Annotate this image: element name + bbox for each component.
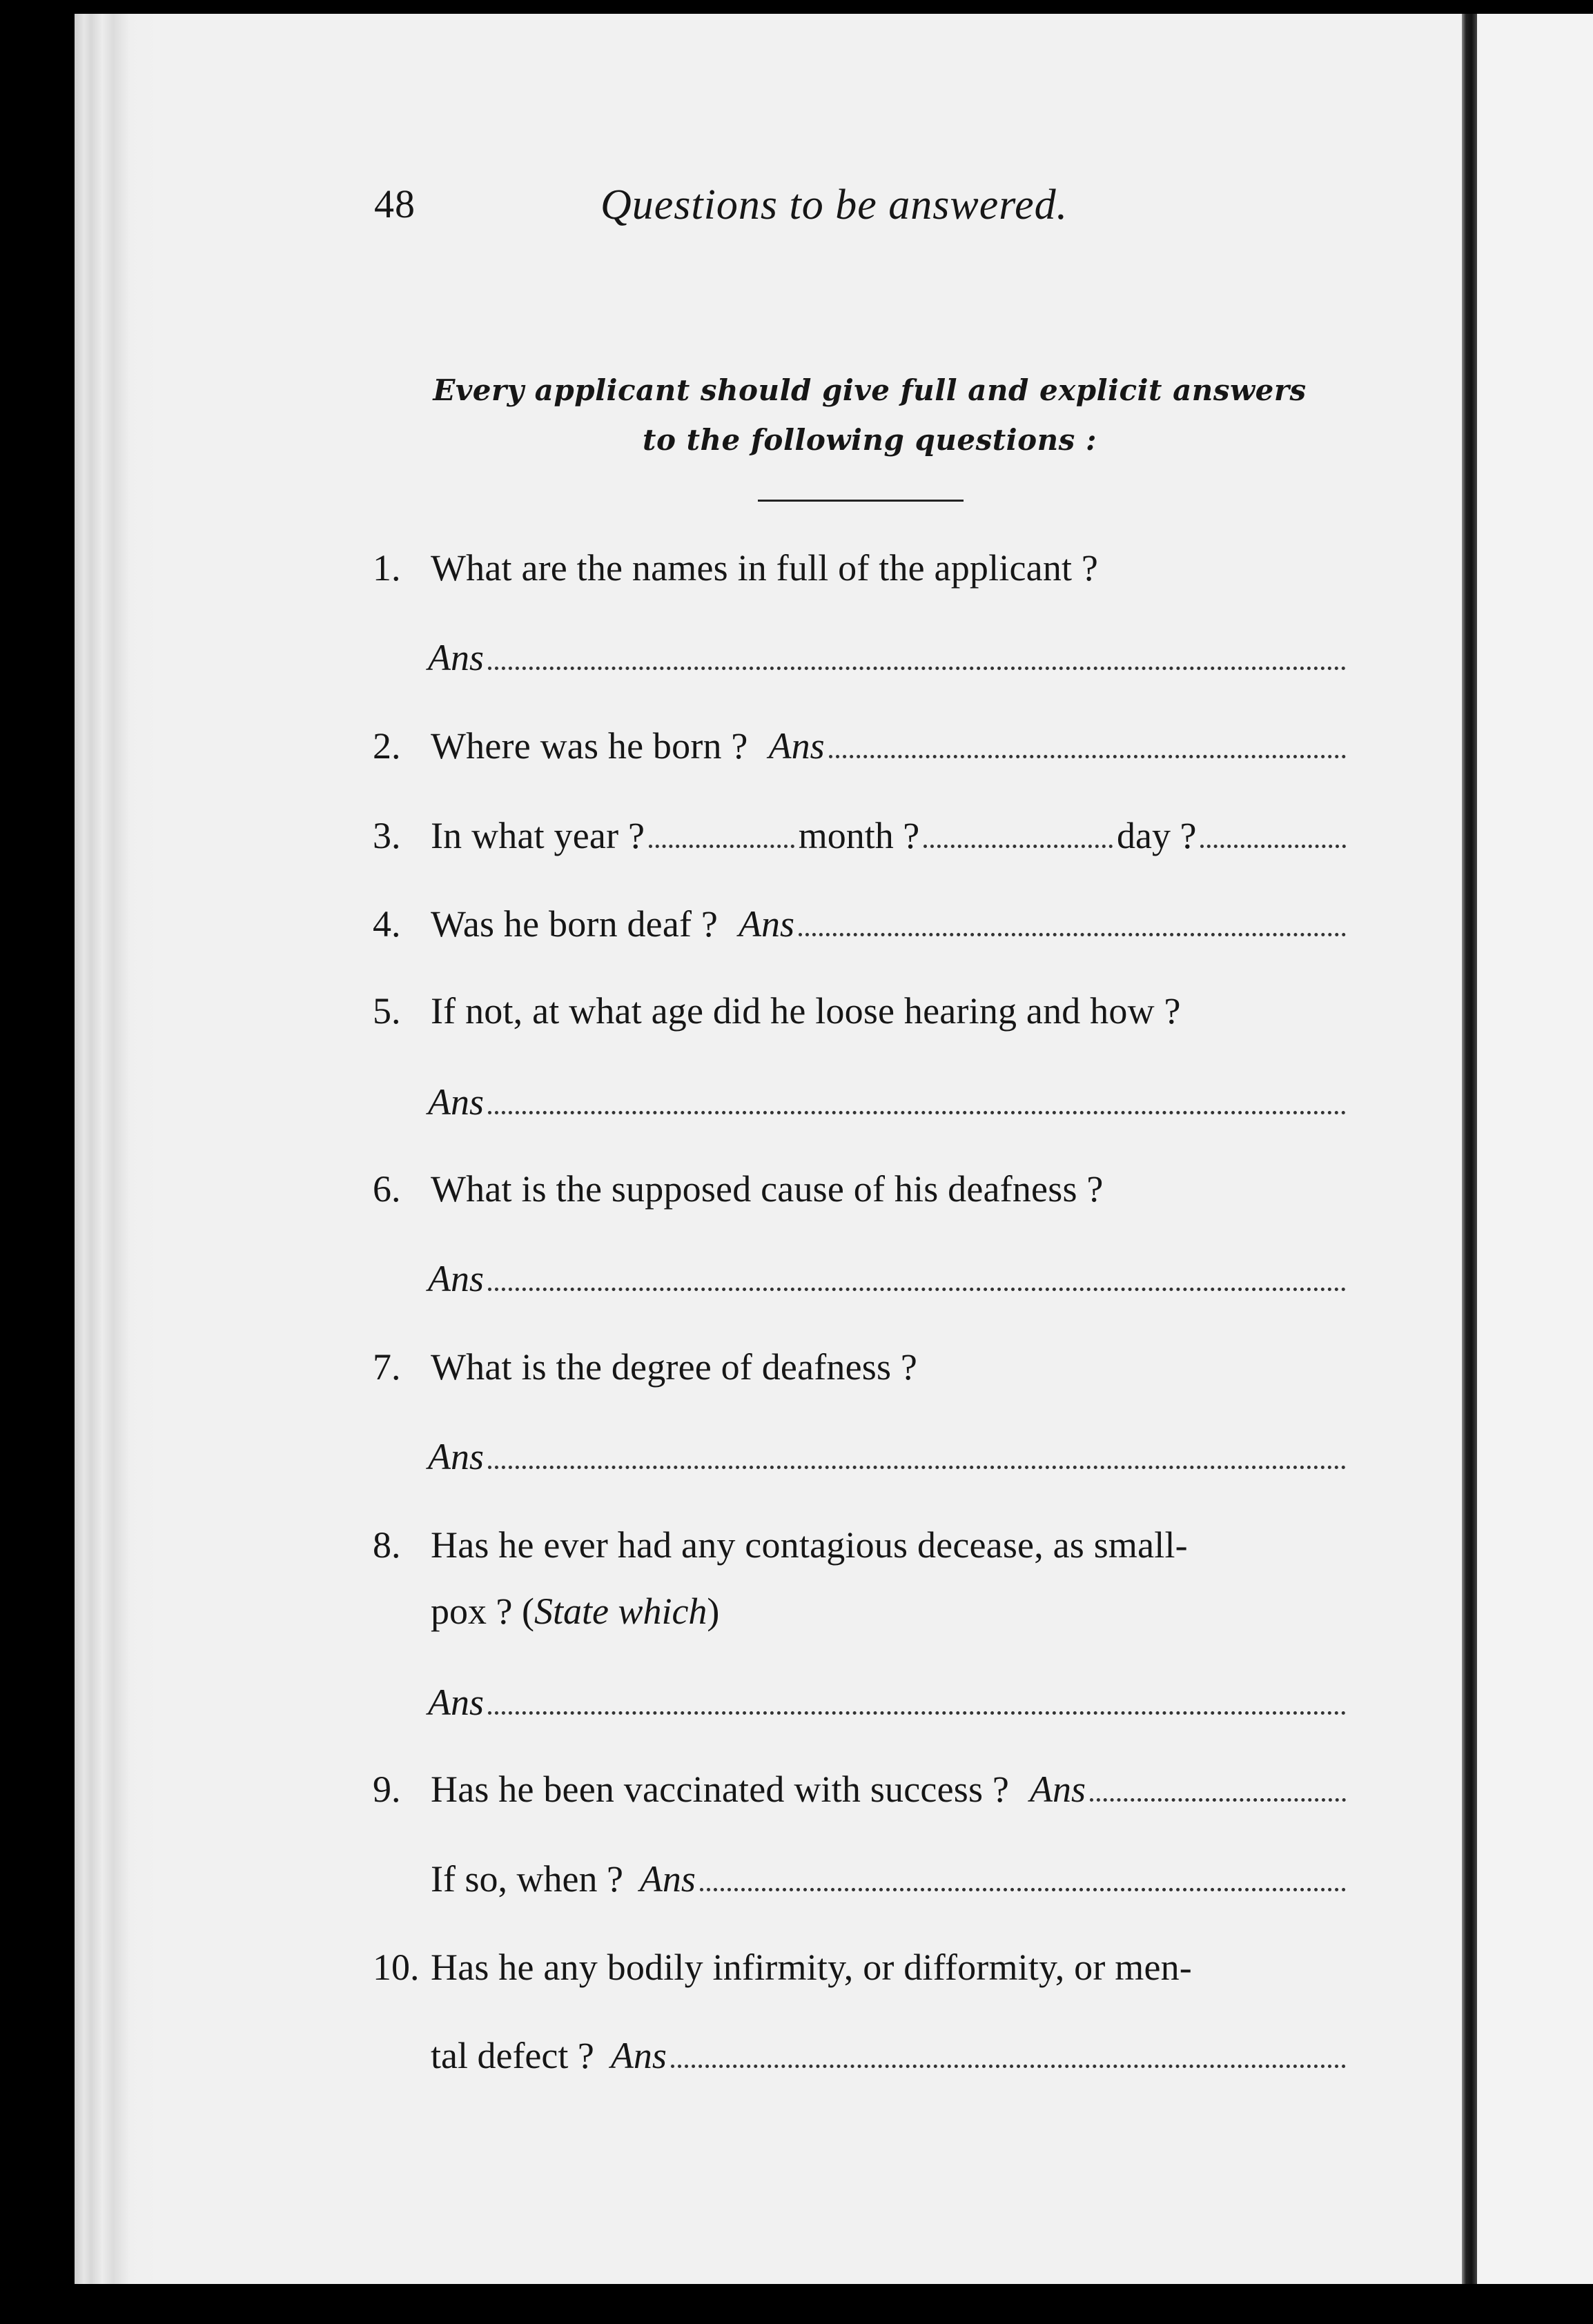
question-8 (373, 1522, 1346, 1568)
month-label: month ? (798, 815, 920, 856)
question-text: What is the supposed cause of his deafness ? (431, 1168, 1104, 1210)
answer-blank[interactable] (700, 1880, 1346, 1891)
question-9 (373, 1766, 1346, 1812)
question-text: What is the degree of deafness ? (431, 1346, 918, 1388)
question-number: 7. (373, 1346, 401, 1388)
scan-left-border (0, 0, 75, 2324)
answer-label: Ans (639, 1858, 696, 1900)
page-stack-edges (75, 14, 157, 2284)
instructions-line-2: to the following questions : (643, 423, 1097, 457)
scan-top-border (0, 0, 1593, 14)
answer-label: Ans (428, 1258, 484, 1299)
question-text: Where was he born ? (431, 725, 748, 767)
question-number: 8. (373, 1524, 401, 1566)
instructions (387, 366, 1353, 465)
question-6 (373, 1166, 1346, 1212)
book-gutter (1462, 14, 1477, 2284)
question-2 (373, 723, 1346, 769)
question-text: Has he been vaccinated with success ? (431, 1769, 1010, 1810)
answer-blank[interactable] (671, 2056, 1346, 2068)
question-text: Was he born deaf ? (431, 903, 719, 945)
answer-line-8[interactable] (428, 1680, 1346, 1725)
question-text-continued: If so, when ? (431, 1858, 623, 1900)
question-number: 2. (373, 725, 401, 767)
page-number: 48 (374, 181, 416, 226)
answer-blank[interactable] (488, 1103, 1346, 1114)
question-text: Has he ever had any contagious decease, as small- (431, 1524, 1188, 1566)
question-text: What are the names in full of the applicant ? (431, 547, 1099, 589)
question-10-continued (431, 2033, 1346, 2078)
book-page (75, 14, 1462, 2284)
answer-line-7[interactable] (428, 1434, 1346, 1479)
month-blank[interactable] (923, 836, 1113, 848)
answer-label: Ans (610, 2035, 667, 2076)
answer-blank[interactable] (488, 658, 1346, 670)
answer-label: Ans (428, 1081, 484, 1123)
question-8-continued (431, 1588, 1342, 1634)
question-number: 4. (373, 903, 401, 945)
question-number: 9. (373, 1769, 401, 1810)
answer-blank[interactable] (488, 1703, 1346, 1715)
question-number: 1. (373, 547, 401, 589)
answer-label: Ans (739, 903, 795, 945)
question-5 (373, 988, 1346, 1034)
question-text-end: ) (707, 1591, 720, 1632)
question-3 (373, 813, 1346, 858)
question-text: If not, at what age did he loose hearing and how ? (431, 990, 1181, 1032)
question-number: 6. (373, 1168, 401, 1210)
answer-label: Ans (428, 637, 484, 678)
answer-label: Ans (428, 1436, 484, 1477)
facing-page-edge (1477, 14, 1593, 2284)
answer-label: Ans (768, 725, 825, 767)
answer-line-1[interactable] (428, 635, 1346, 680)
day-blank[interactable] (1200, 836, 1346, 848)
question-text-continued: tal defect ? (431, 2035, 594, 2076)
question-note: State which (534, 1591, 707, 1632)
question-4 (373, 901, 1346, 947)
divider-rule (758, 500, 964, 502)
question-10 (373, 1944, 1346, 1990)
question-1 (373, 545, 1346, 591)
answer-blank[interactable] (488, 1457, 1346, 1469)
answer-line-6[interactable] (428, 1256, 1346, 1301)
answer-label: Ans (1030, 1769, 1086, 1810)
question-9-followup (431, 1856, 1346, 1902)
answer-blank[interactable] (1090, 1790, 1346, 1802)
question-text-continued: pox ? ( (431, 1591, 534, 1632)
answer-line-5[interactable] (428, 1079, 1346, 1125)
answer-blank[interactable] (799, 925, 1346, 936)
question-text: Has he any bodily infirmity, or difformity, or men- (431, 1947, 1192, 1988)
question-number: 5. (373, 990, 401, 1032)
question-number: 3. (373, 815, 401, 856)
instructions-line-1: Every applicant should give full and explicit answers (433, 373, 1307, 407)
scan-bottom-border (0, 2284, 1593, 2324)
running-head (374, 181, 1340, 236)
question-7 (373, 1344, 1346, 1390)
answer-blank[interactable] (829, 747, 1346, 758)
answer-blank[interactable] (488, 1279, 1346, 1291)
question-number: 10. (373, 1947, 420, 1988)
day-label: day ? (1116, 815, 1197, 856)
question-text: In what year ? (431, 815, 645, 856)
answer-label: Ans (428, 1682, 484, 1723)
page-title: Questions to be answered. (600, 181, 1068, 228)
year-blank[interactable] (649, 836, 794, 848)
